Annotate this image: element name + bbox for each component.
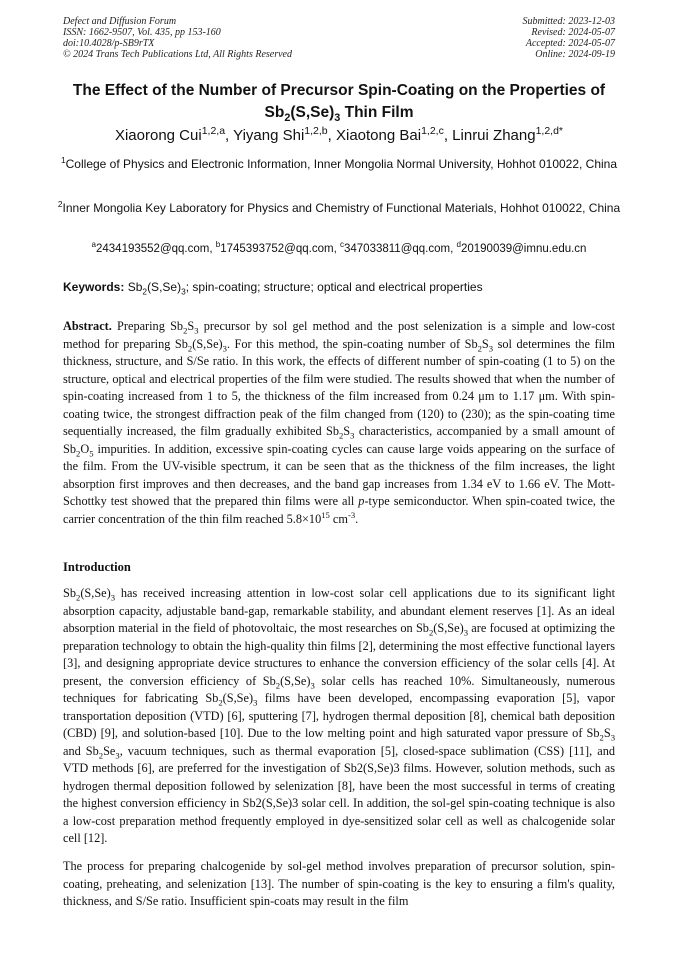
author-emails: $^a$2434193552@qq.com, $^b$1745393752@qq.com, $^c$347033811@qq.com, $^d$20190039@imnu.edu.cn [91,240,587,255]
email-mark: b [215,240,221,250]
email-mark: a [91,240,96,250]
section-heading-introduction: Introduction [63,560,131,574]
email-address: 1745393752@qq.com [220,243,334,255]
revised-date: Revised: 2024-05-07 [531,27,615,38]
journal-name: Defect and Diffusion Forum [63,16,177,27]
author-affiliation-mark: 1,2,b [304,125,328,137]
online-date: Online: 2024-09-19 [535,49,615,60]
author-affiliation-mark: 1,2,d* [535,125,564,137]
intro-paragraph-1: $Sb_2(S,Se)_3$ has received increasing attention in low-cost solar cell applications due to its significant light absorption capacity, adjustable band-gap, remarkable stability, and abundant element reserves [1]. As an ideal absorption material in the field of photovoltaic, the most researches on $Sb_2(S,Se)_3$ are focused at optimizing the preparation technology to obtain the high-quality thin films [2], determining the most effective functional layers [3], and designing appropriate device structures to enhance the conversion efficiency of the solar cells [4]. At present, the conversion efficiency of $Sb_2(S,Se)_3$ solar cells has reached 10%. Simultaneously, numerous techniques for fabricating $Sb_2(S,Se)_3$ films have been developed, encompassing evaporation [5], vapor transportation deposition (VTD) [6], sputtering [7], hydrogen thermal deposition [8], chemical bath deposition (CBD) [9], and solution-based [10]. Due to the low melting point and high saturated vapor pressure of $Sb_2S_3$ and $Sb_2Se_3$, vacuum techniques, such as thermal evaporation [5], closed-space sublimation (CSS) [11], and VTD methods [6], are preferred for the investigation of Sb2(S,Se)3 films. However, solution methods, such as hydrogen thermal deposition followed by selenization [8], have been the most successful in terms of creating the highest conversion efficiency in Sb2(S,Se)3 solar cell. In addition, the sol-gel spin-coating technique is also a low-cost preparation method frequently employed in dye-sensitized solar cell as well as chalcogenide solar cell [12]. [63,586,615,845]
author-name: Xiaorong Cui [114,127,202,144]
title-line-2: $Sb_2(S,Se)_3$ Thin Film [264,104,414,125]
email-address: 20190039@imnu.edu.cn [460,243,587,255]
issn-line: ISSN: 1662-9507, Vol. 435, pp 153-160 [63,27,221,38]
email-address: 347033811@qq.com [343,243,451,255]
author-name: Linrui Zhang [452,127,536,144]
title-line-1: The Effect of the Number of Precursor Spin-Coating on the Properties of [72,82,606,99]
affiliation-1: $^1$College of Physics and Electronic Information, Inner Mongolia Normal University, Hohhot 010022, China [60,155,618,171]
author-name: Yiyang Shi [233,127,305,144]
affiliation-2: $^2$Inner Mongolia Key Laboratory for Physics and Chemistry of Functional Materials, Hohhot 010022, China [57,199,621,215]
author-affiliation-mark: 1,2,c [421,125,444,137]
author-name: Xiaotong Bai [335,127,422,144]
keywords [63,278,615,296]
email-mark: c [339,240,344,250]
accepted-date: Accepted: 2024-05-07 [525,38,615,49]
journal-header-right [523,16,616,60]
intro-paragraph-2: The process for preparing chalcogenide by sol-gel method involves preparation of precursor solution, spin-coating, preheating, and selenization [13]. The number of spin-coating is the key to ensuring a film's quality, thickness, and S/Se ratio. Insufficient spin-coats may result in the film [63,859,615,908]
author-affiliation-mark: 1,2,a [201,125,226,137]
doi-line: doi:10.4028/p-SB9rTX [63,38,155,49]
email-mark: d [456,240,461,250]
copyright-line: © 2024 Trans Tech Publications Ltd, All Rights Reserved [63,49,292,60]
abstract-label: Abstract. [63,319,112,333]
submitted-date: Submitted: 2023-12-03 [522,16,615,27]
abstract [63,318,615,528]
journal-header-left [63,16,292,60]
keywords-formula: $Sb_2(S,Se)_3$ [127,280,186,297]
email-address: 2434193552@qq.com [96,243,210,255]
keywords-text: ; spin-coating; structure; optical and electrical properties [185,280,483,294]
paper-title [40,80,638,124]
keywords-label: Keywords: [63,280,125,294]
author-list: Xiaorong Cui$^{1,2,a}$, Yiyang Shi$^{1,2,b}$, Xiaotong Bai$^{1,2,c}$, Linrui Zhang$^{1,2,d*}$ [114,125,564,144]
abstract-text: Preparing $Sb_2S_3$ precursor by sol gel method and the post selenization is a simple and low-cost method for preparing $Sb_2(S,Se)_3$. For this method, the spin-coating number of $Sb_2S_3$ sol determines the film thickness, structure, and S/Se ratio. In this work, the effects of different number of spin-coating (1 to 5) on the structure, optical and electrical properties of the film were studied. The results showed that when the number of spin-coating increased from 1 to 5, the thickness of the film increased from 0.24 μm to 1.17 μm. With spin-coating twice, the strongest diffraction peak of the film changed from (120) to (230); as the spin-coating time sequentially increased, the film gradually exhibited $Sb_2S_3$ characteristics, accompanied by a small amount of $Sb_2O_5$ impurities. In addition, excessive spin-coating cycles can cause large voids appearing on the surface of the film. From the UV-visible spectrum, it can be seen that as the thickness of the film increases, the light absorption first improves and then decreases, and the band gap increases from 1.34 eV to 1.66 eV. The Mott-Schottky test showed that the prepared thin films were all p-type semiconductor. When spin-coated twice, the carrier concentration of the thin film reached $5.8\times 10^{15}$ $cm^{-3}$. [63,319,615,526]
